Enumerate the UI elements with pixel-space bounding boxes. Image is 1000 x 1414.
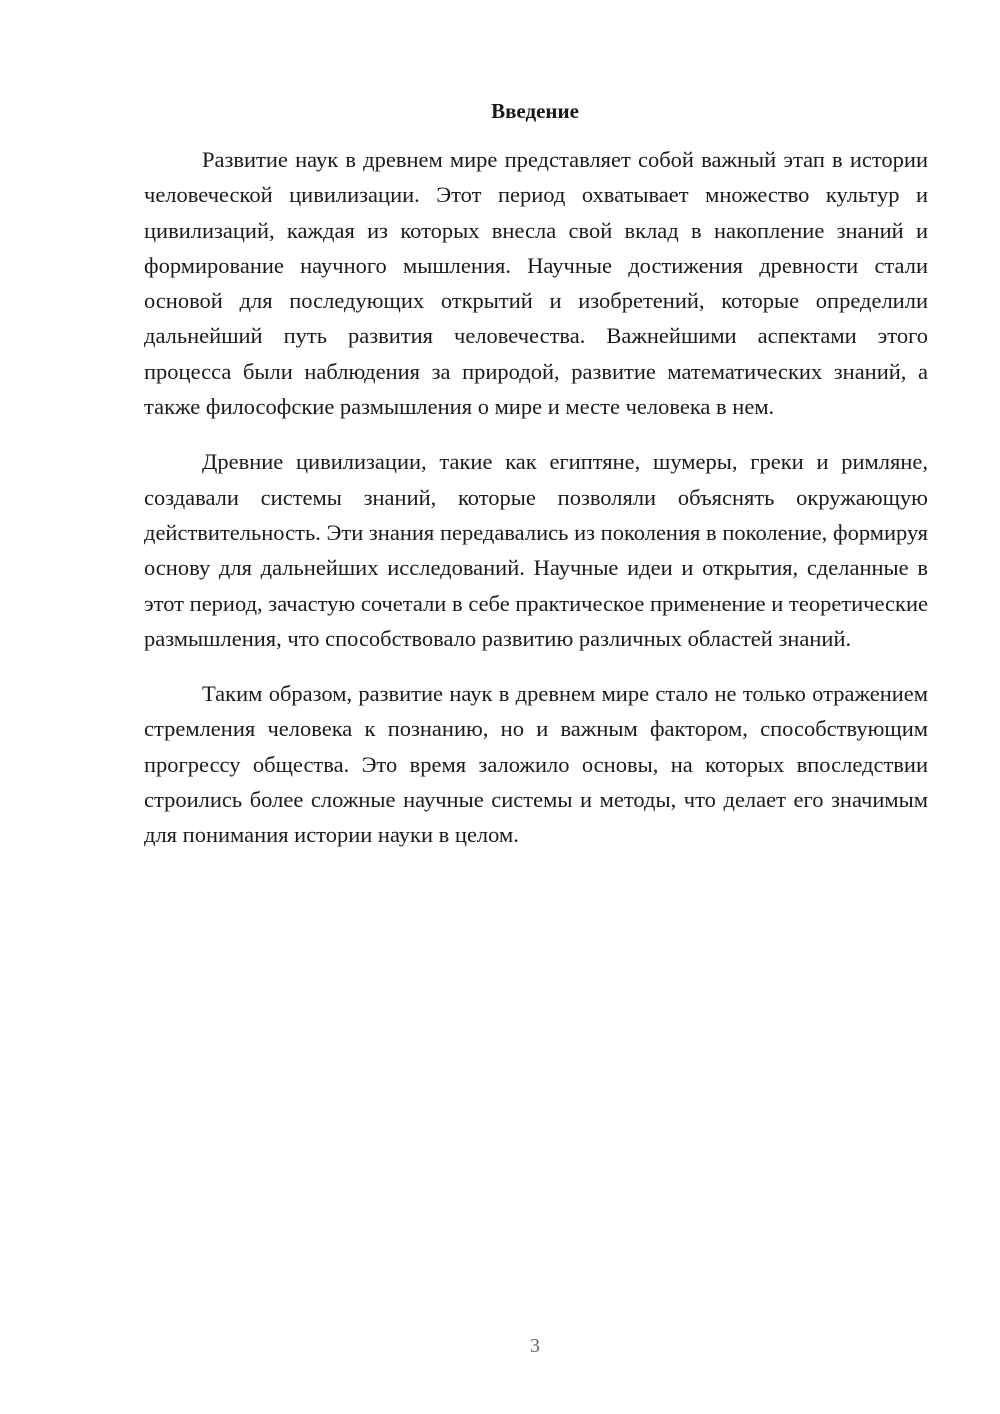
body-text xyxy=(144,142,928,873)
page-number: 3 xyxy=(530,1335,540,1357)
paragraph-2: Древние цивилизации, такие как египтяне, шумеры, греки и римляне, создавали системы знаний, которые позволяли объяснять окружающую действительность. Эти знания передавались из поколения в поколение, формируя основу для дальнейших исследований. Научные идеи и открытия, сделанные в этот период, зачастую сочетали в себе практическое применение и теоретические размышления, что способствовало развитию различных областей знаний. xyxy=(144,449,928,651)
paragraph-1: Развитие наук в древнем мире представляет собой важный этап в истории человеческой цивилизации. Этот период охватывает множество культур и цивилизаций, каждая из которых внесла свой вклад в накопление знаний и формирование научного мышления. Научные достижения древности стали основой для последующих открытий и изобретений, которые определили дальнейший путь развития человечества. Важнейшими аспектами этого процесса были наблюдения за природой, развитие математических знаний, а также философские размышления о мире и месте человека в нем. xyxy=(144,147,928,420)
section-heading: Введение xyxy=(491,99,579,123)
paragraph-3: Таким образом, развитие наук в древнем мире стало не только отражением стремления человека к познанию, но и важным фактором, способствующим прогрессу общества. Это время заложило основы, на которых впоследствии строились более сложные научные системы и методы, что делает его значимым для понимания истории науки в целом. xyxy=(144,681,928,848)
